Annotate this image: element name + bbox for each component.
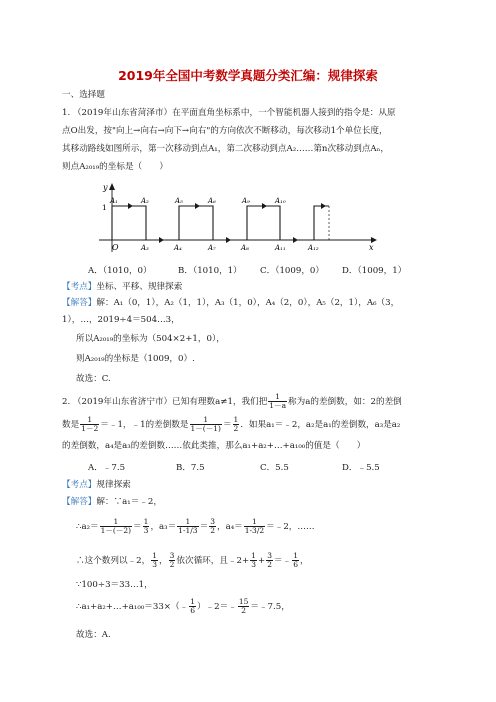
q2-text: 数是 <box>62 420 80 430</box>
fraction-numerator: 1 <box>190 416 222 425</box>
point-label: A₄ <box>174 244 182 252</box>
fraction-denominator: 6 <box>190 606 195 615</box>
q1-sol-line-5: 故选：C. <box>76 374 111 384</box>
q1-kaodian <box>62 282 182 293</box>
fraction-denominator: 2 <box>267 560 272 569</box>
fraction-numerator: 1 <box>152 551 157 560</box>
fraction-denominator: 1－(－2) <box>100 526 132 535</box>
fraction-denominator: 1-1/3 <box>178 526 198 535</box>
q1-option-d: D．（1009，1） <box>342 266 407 276</box>
jieda-tag: 【解答】 <box>62 298 97 308</box>
fraction <box>268 393 287 410</box>
fraction-numerator: 1 <box>233 415 239 424</box>
fraction-numerator: 1 <box>251 551 256 560</box>
q2-line-1 <box>62 393 402 410</box>
fraction <box>143 518 150 535</box>
fraction-denominator: 3 <box>152 560 157 569</box>
q2-line-3: 的差倒数，a₄是a₃的差倒数……依此类推，那么a₁+a₂+…+a₁₀₀的值是（ ） <box>62 441 366 451</box>
fraction <box>292 552 299 569</box>
kaodian-tag: 【考点】 <box>62 480 97 490</box>
q1-option-a: A．（1010，0） <box>88 266 152 276</box>
point-label: A₉ <box>242 197 250 205</box>
q2-sol-line-4: ∵100÷3＝33…1， <box>76 580 153 590</box>
q2-text: ，a₄＝ <box>216 522 243 532</box>
fraction <box>100 518 132 535</box>
fraction <box>177 518 198 535</box>
fraction-numerator: 1 <box>293 551 298 560</box>
fraction-numerator: 3 <box>267 551 272 560</box>
q1-option-c: C．（1009，0） <box>260 266 324 276</box>
path-arrow <box>195 203 200 209</box>
point-label: A₁ <box>110 197 118 205</box>
point-label: A₁₀ <box>275 197 286 205</box>
q2-text: ∴这个数列以﹣2， <box>76 556 151 566</box>
q2-text: ，a₃＝ <box>150 522 177 532</box>
q2-text: ＝﹣1，﹣1的差倒数是 <box>100 420 189 430</box>
fraction-numerator: 15 <box>238 597 249 606</box>
fraction <box>233 416 240 433</box>
fraction <box>80 416 99 433</box>
fraction-numerator: 1 <box>244 518 265 527</box>
fraction <box>209 518 216 535</box>
fraction-numerator: 1 <box>80 416 99 425</box>
fraction-denominator: 2 <box>241 606 246 615</box>
fraction-denominator: 1－(－1) <box>190 424 221 433</box>
q2-option-c: C．5.5 <box>260 463 289 473</box>
q2-text: ＝ <box>133 522 142 532</box>
q2-option-d: D．﹣5.5 <box>342 463 380 473</box>
fraction-numerator: 1 <box>177 518 198 527</box>
q1-line-3: 其移动路线如图所示，第一次移动到点A₁，第二次移动到点A₂……第n次移动到点Aₙ， <box>62 144 389 154</box>
q1-sol-line-2: 1），…，2019÷4＝504…3， <box>62 315 180 325</box>
q2-text: ＝ <box>199 522 209 532</box>
q2-text: ）﹣2＝﹣ <box>196 602 237 612</box>
fraction-denominator: 1－a <box>269 401 287 410</box>
page-title: 2019年全国中考数学真题分类汇编：规律探索 <box>118 68 378 83</box>
q2-option-b: B．7.5 <box>176 463 205 473</box>
fraction <box>244 518 265 535</box>
fraction-numerator: 3 <box>210 517 215 526</box>
jieda-tag: 【解答】 <box>62 497 97 507</box>
fraction <box>190 416 222 433</box>
fraction-numerator: 3 <box>169 551 175 560</box>
fraction-denominator: 2 <box>169 560 175 569</box>
point-label: A₁₁ <box>275 244 286 252</box>
path-arrow <box>226 237 231 243</box>
path-arrow <box>159 237 164 243</box>
robot-path <box>112 206 329 240</box>
q1-jieda <box>62 298 399 309</box>
path-arrow <box>128 203 133 209</box>
q2-text: ， <box>159 556 168 566</box>
q1-sol-line-3: 所以A₂₀₁₉的坐标为（504×2+1，0）， <box>76 334 225 344</box>
q1-sol-line-1: 解：A₁（0，1），A₂（1，1），A₃（1，0），A₄（2，0），A₅（2，1），A₆（3， <box>96 298 400 308</box>
fraction-numerator: 1 <box>100 518 132 527</box>
fraction-denominator: 3 <box>143 526 149 535</box>
q2-text: 称为a的差倒数，如：2的差倒 <box>288 397 402 407</box>
q2-text: ＝﹣ <box>273 556 292 566</box>
q2-text: ， <box>299 556 309 566</box>
origin-label: O <box>112 243 119 252</box>
fraction-numerator: 1 <box>190 597 195 606</box>
q2-sol-line-1: 解：∵a₁＝﹣2， <box>96 497 162 507</box>
point-label: A₅ <box>175 197 183 205</box>
q1-path-figure <box>95 178 385 258</box>
fraction-denominator: 3 <box>251 560 256 569</box>
fraction-numerator: 1 <box>143 517 149 526</box>
q1-line-2: 点O出发，按"向上→向右→向下→向右"的方向依次不断移动，每次移动1个单位长度， <box>62 126 388 136</box>
section-heading: 一、选择题 <box>62 90 105 100</box>
kaodian-tag: 【考点】 <box>62 282 97 292</box>
point-label: A₂ <box>141 197 149 205</box>
q2-text: 依次循环，且﹣2+ <box>176 556 250 566</box>
path-arrow <box>293 237 298 243</box>
point-label: A₁₂ <box>308 244 319 252</box>
fraction-numerator: 1 <box>268 393 287 402</box>
q2-sol-line-5 <box>76 598 290 615</box>
fraction <box>250 552 257 569</box>
y-axis-arrow <box>109 183 115 190</box>
tick-label-one: 1 <box>102 203 107 212</box>
q1-line-1: 1. （2019年山东省菏泽市）在平面直角坐标系中，一个智能机器人接到的指令是：从原 <box>62 108 396 118</box>
fraction <box>169 552 176 569</box>
fraction <box>238 598 250 615</box>
point-label: A₆ <box>208 197 216 205</box>
fraction-denominator: 6 <box>293 560 298 569</box>
kaodian-text: 坐标、平移、规律探索 <box>96 282 183 292</box>
q2-text: ＝﹣2，…… <box>266 522 315 532</box>
fraction <box>189 598 196 615</box>
q2-kaodian <box>62 480 131 491</box>
q2-text: 2. （2019年山东省济宁市）已知有理数a≠1，我们把 <box>62 397 268 407</box>
q2-text: ＝ <box>222 420 232 430</box>
y-axis-label: y <box>103 183 108 192</box>
q2-text: + <box>258 556 266 566</box>
fraction-denominator: 2 <box>233 424 239 433</box>
q2-sol-line-3 <box>76 552 309 569</box>
q2-text: ∴a₁+a₂+…+a₁₀₀＝33×（﹣ <box>76 602 189 612</box>
fraction-denominator: 1-3/2 <box>244 526 265 535</box>
fraction <box>266 552 273 569</box>
point-label: A₃ <box>141 244 149 252</box>
fraction-denominator: 2 <box>210 526 215 535</box>
q1-option-b: B．（1010，1） <box>178 266 242 276</box>
q2-line-2 <box>62 416 400 433</box>
path-arrow <box>262 203 267 209</box>
q1-line-4: 则点A₂₀₁₉的坐标是（ ） <box>62 162 168 172</box>
kaodian-text: 规律探索 <box>96 480 131 490</box>
path-arrow <box>321 203 326 209</box>
fraction-denominator: 1－2 <box>81 424 99 433</box>
x-axis-label: x <box>369 243 374 252</box>
fraction <box>151 552 158 569</box>
point-label: A₇ <box>208 244 216 252</box>
q2-jieda <box>62 497 162 508</box>
q2-option-a: A．﹣7.5 <box>88 463 126 473</box>
q1-sol-line-4: 则A₂₀₁₉的坐标是（1009，0）. <box>76 354 195 364</box>
q2-text: ＝﹣7.5， <box>250 602 290 612</box>
q2-sol-line-6: 故选：A. <box>76 630 111 640</box>
q2-sol-line-2 <box>76 518 315 535</box>
point-label: A₈ <box>241 244 249 252</box>
q2-text: ∴a₂＝ <box>76 522 99 532</box>
q2-text: ．如果a₁＝﹣2，a₂是a₁的差倒数，a₃是a₂ <box>240 420 401 430</box>
